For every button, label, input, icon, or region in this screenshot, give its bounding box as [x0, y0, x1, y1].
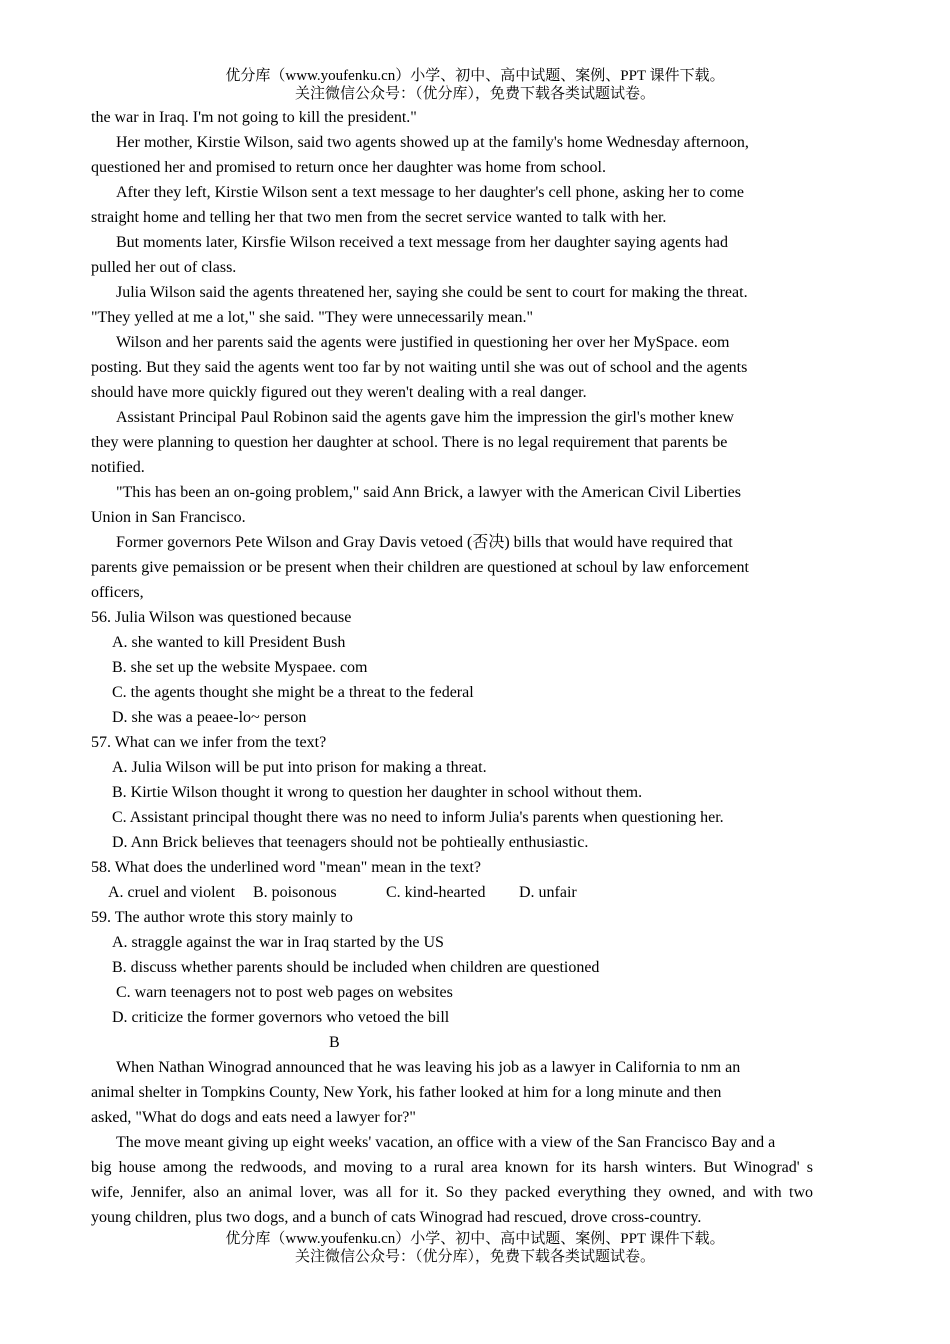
- passage-a: [91, 105, 813, 605]
- question-58: [91, 855, 813, 905]
- passage-line: After they left, Kirstie Wilson sent a text message to her daughter's cell phone, asking her to come: [116, 184, 744, 201]
- question-57: [91, 730, 813, 855]
- passage-line: Wilson and her parents said the agents were justified in questioning her over her MySpace. eom: [116, 334, 730, 351]
- passage-b: [91, 1055, 813, 1230]
- passage-line: wife, Jennifer, also an animal lover, was all for it. So they packed everything they owned, and with two: [91, 1184, 813, 1201]
- passage-line: asked, "What do dogs and eats need a lawyer for?": [91, 1109, 416, 1126]
- passage-line: notified.: [91, 459, 145, 476]
- passage-line: the war in Iraq. I'm not going to kill the president.": [91, 109, 417, 126]
- option-c: C. kind-hearted: [386, 884, 486, 901]
- document-body: [91, 105, 813, 1230]
- passage-line: Her mother, Kirstie Wilson, said two agents showed up at the family's home Wednesday afternoon,: [116, 134, 749, 151]
- option-b: B. poisonous: [253, 884, 337, 901]
- header-line-2: 关注微信公众号：（优分库），免费下载各类试题试卷。: [294, 86, 655, 102]
- passage-line: they were planning to question her daughter at school. There is no legal requirement that parents be: [91, 434, 728, 451]
- passage-line: animal shelter in Tompkins County, New York, his father looked at him for a long minute and then: [91, 1084, 722, 1101]
- option-b: B. Kirtie Wilson thought it wrong to question her daughter in school without them.: [112, 784, 643, 801]
- option-a: A. cruel and violent: [108, 884, 236, 901]
- passage-line: questioned her and promised to return once her daughter was home from school.: [91, 159, 606, 176]
- section-label: B: [329, 1034, 340, 1051]
- passage-line: pulled her out of class.: [91, 259, 237, 276]
- page-header: [0, 67, 950, 103]
- question-56: [91, 605, 813, 730]
- passage-line: Assistant Principal Paul Robinon said the agents gave him the impression the girl's mother knew: [116, 409, 734, 426]
- passage-line: big house among the redwoods, and moving to a rural area known for its harsh winters. But Winograd' s: [91, 1159, 813, 1176]
- option-c: C. the agents thought she might be a threat to the federal: [112, 684, 474, 701]
- passage-line: When Nathan Winograd announced that he was leaving his job as a lawyer in California to nm an: [116, 1059, 741, 1076]
- passage-line: But moments later, Kirsfie Wilson received a text message from her daughter saying agents had: [116, 234, 729, 251]
- passage-line: Julia Wilson said the agents threatened her, saying she could be sent to court for making the threat.: [116, 284, 748, 301]
- option-a: A. straggle against the war in Iraq started by the US: [112, 934, 444, 951]
- passage-line: Union in San Francisco.: [91, 509, 246, 526]
- question-59: [91, 905, 813, 1030]
- option-a: A. Julia Wilson will be put into prison for making a threat.: [112, 759, 487, 776]
- question-stem: 59. The author wrote this story mainly to: [91, 909, 353, 926]
- passage-line: straight home and telling her that two men from the secret service wanted to talk with her.: [91, 209, 667, 226]
- passage-line: posting. But they said the agents went too far by not waiting until she was out of school and the agents: [91, 359, 748, 376]
- page-footer: [0, 1230, 950, 1266]
- option-b: B. discuss whether parents should be included when children are questioned: [112, 959, 600, 976]
- option-d: D. she was a peaee-lo~ person: [112, 709, 307, 726]
- option-d: D. Ann Brick believes that teenagers should not be pohtieally enthusiastic.: [112, 834, 589, 851]
- passage-line: "This has been an on-going problem," said Ann Brick, a lawyer with the American Civil Liberties: [116, 484, 741, 501]
- footer-line-1: 优分库（www.youfenku.cn）小学、初中、高中试题、案例、PPT 课件下载。: [225, 1231, 725, 1247]
- header-line-1: 优分库（www.youfenku.cn）小学、初中、高中试题、案例、PPT 课件下载。: [225, 68, 725, 84]
- option-b: B. she set up the website Myspaee. com: [112, 659, 368, 676]
- option-c: C. warn teenagers not to post web pages on websites: [116, 984, 453, 1001]
- question-stem: 56. Julia Wilson was questioned because: [91, 609, 352, 626]
- option-a: A. she wanted to kill President Bush: [112, 634, 346, 651]
- passage-line: young children, plus two dogs, and a bunch of cats Winograd had rescued, drove cross-country.: [91, 1209, 702, 1226]
- passage-line: The move meant giving up eight weeks' vacation, an office with a view of the San Francisco Bay and a: [116, 1134, 776, 1151]
- passage-line: Former governors Pete Wilson and Gray Davis vetoed (否决) bills that would have required that: [116, 534, 733, 551]
- question-stem: 57. What can we infer from the text?: [91, 734, 327, 751]
- question-stem: 58. What does the underlined word "mean" mean in the text?: [91, 859, 481, 876]
- option-c: C. Assistant principal thought there was no need to inform Julia's parents when questioning her.: [112, 809, 724, 826]
- passage-line: parents give pemaission or be present when their children are questioned at schoul by law enforcement: [91, 559, 749, 576]
- option-d: D. unfair: [519, 884, 577, 901]
- passage-line: should have more quickly figured out they weren't dealing with a real danger.: [91, 384, 587, 401]
- passage-line: "They yelled at me a lot," she said. "They were unnecessarily mean.": [91, 309, 533, 326]
- passage-line: officers,: [91, 584, 144, 601]
- options-row: [91, 880, 813, 905]
- footer-line-2: 关注微信公众号：（优分库），免费下载各类试题试卷。: [294, 1249, 655, 1265]
- option-d: D. criticize the former governors who vetoed the bill: [112, 1009, 450, 1026]
